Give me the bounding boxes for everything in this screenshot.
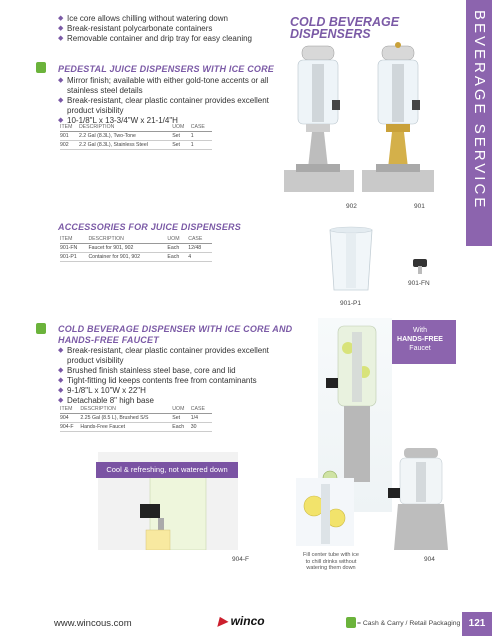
brand-logo-text: winco — [230, 614, 265, 628]
cell: Set — [172, 132, 191, 141]
heading-line: HANDS-FREE FAUCET — [58, 335, 159, 345]
badge-line: With — [413, 327, 427, 334]
table-row — [60, 423, 212, 432]
caption-902: 902 — [346, 203, 357, 210]
category-title-line: COLD BEVERAGE — [290, 15, 400, 29]
cell: 2.2 Gal (8.3L), Two-Tone — [79, 132, 172, 141]
section-sidebar — [466, 0, 492, 246]
cart-icon — [36, 62, 48, 75]
col-item: ITEM — [60, 406, 80, 414]
pedestal-bullet: ◆ Break-resistant, clear plastic container provides excellent product visibility — [58, 96, 284, 116]
cell: 1/4 — [191, 414, 212, 423]
cell: Set — [172, 141, 191, 150]
hands-free-table — [60, 406, 212, 432]
pedestal-bullet: ◆ 10-1/8"L x 13-3/4"W x 21-1/4"H — [58, 116, 284, 126]
col-case: CASE — [191, 124, 212, 132]
cell: 12/48 — [188, 244, 212, 253]
cell: 901 — [60, 132, 79, 141]
table-row — [60, 132, 212, 141]
category-title — [290, 16, 399, 40]
cell: 4 — [188, 253, 212, 262]
caption-904: 904 — [424, 556, 435, 563]
cell: Each — [167, 253, 188, 262]
brand-logo — [218, 614, 265, 628]
pedestal-table — [60, 124, 212, 150]
hands-free-bullet: ◆ Detachable 8" high base — [58, 396, 284, 406]
tip-line: Fill center tube with ice — [303, 552, 359, 558]
cell: 2.2 Gal (8.3L), Stainless Steel — [79, 141, 172, 150]
footer-url[interactable]: www.wincous.com — [54, 618, 132, 629]
col-case: CASE — [188, 236, 212, 244]
table-row — [60, 253, 212, 262]
intro-bullet: ◆ Removable container and drip tray for easy cleaning — [58, 34, 288, 44]
accessories-heading: ACCESSORIES FOR JUICE DISPENSERS — [58, 222, 241, 232]
category-title-line: DISPENSERS — [290, 27, 371, 41]
tip-line: watering them down — [306, 565, 356, 571]
cell: Each — [167, 244, 188, 253]
caption-904-f: 904-F — [232, 556, 249, 563]
lemon-photo-image — [296, 478, 354, 546]
pedestal-heading: PEDESTAL JUICE DISPENSERS WITH ICE CORE — [58, 64, 274, 74]
table-row — [60, 141, 212, 150]
page-number: 121 — [462, 612, 492, 636]
cell: 1 — [191, 132, 212, 141]
cell: Each — [172, 423, 191, 432]
cell: 904-F — [60, 423, 80, 432]
dispenser-904-image — [384, 446, 458, 556]
tip-line: to chill drinks without — [305, 558, 357, 565]
col-uom: UOM — [172, 406, 191, 414]
pedestal-bullets — [58, 76, 284, 126]
hands-free-badge — [384, 320, 456, 364]
caption-901-p1: 901-P1 — [340, 300, 361, 307]
cell: Container for 901, 902 — [88, 253, 167, 262]
ice-tip-caption — [294, 552, 368, 572]
heading-line: COLD BEVERAGE DISPENSER WITH ICE CORE AND — [58, 324, 293, 334]
cell: Hands-Free Faucet — [80, 423, 172, 432]
col-uom: UOM — [172, 124, 191, 132]
col-description: DESCRIPTION — [79, 124, 172, 132]
intro-bullet: ◆ Break-resistant polycarbonate containers — [58, 24, 288, 34]
table-header — [60, 406, 212, 414]
table-header — [60, 236, 212, 244]
faucet-image — [410, 256, 432, 276]
cell: 904 — [60, 414, 80, 423]
lemon-photo — [296, 478, 354, 546]
pedestal-dispensers-image — [282, 40, 452, 200]
hands-free-bullet: ◆ Break-resistant, clear plastic container provides excellent product visibility — [58, 346, 284, 366]
container-image — [326, 226, 376, 294]
col-uom: UOM — [167, 236, 188, 244]
table-row — [60, 414, 212, 423]
col-description: DESCRIPTION — [88, 236, 167, 244]
intro-bullet: ◆ Ice core allows chilling without watering down — [58, 14, 288, 24]
col-description: DESCRIPTION — [80, 406, 172, 414]
cell: 901-FN — [60, 244, 88, 253]
caption-901: 901 — [414, 203, 425, 210]
hands-free-bullets — [58, 346, 284, 406]
cell: 30 — [191, 423, 212, 432]
cart-icon — [346, 617, 356, 628]
hands-free-heading — [58, 324, 292, 346]
cell: Faucet for 901, 902 — [88, 244, 167, 253]
refresh-banner: Cool & refreshing, not watered down — [96, 462, 238, 478]
cart-icon — [36, 323, 48, 336]
brand-logo-mark: ▶ — [218, 614, 228, 628]
badge-line: Faucet — [409, 345, 431, 352]
cell: 902 — [60, 141, 79, 150]
col-case: CASE — [191, 406, 212, 414]
pedestal-bullet: ◆ Mirror finish; available with either gold-tone accents or all stainless steel details — [58, 76, 284, 96]
sidebar-label: BEVERAGE SERVICE — [471, 10, 488, 211]
col-item: ITEM — [60, 236, 88, 244]
intro-bullets — [58, 14, 288, 44]
footer-legend: = Cash & Carry / Retail Packaging — [357, 620, 461, 627]
cell: 1 — [191, 141, 212, 150]
badge-line: HANDS-FREE — [397, 336, 443, 343]
accessories-table — [60, 236, 212, 262]
hands-free-bullet: ◆ 9-1/8"L x 10"W x 22"H — [58, 386, 284, 396]
cell: 2.25 Gal (8.5 L), Brushed S/S — [80, 414, 172, 423]
hands-free-bullet: ◆ Brushed finish stainless steel base, core and lid — [58, 366, 284, 376]
caption-901-fn: 901-FN — [408, 280, 430, 287]
cell: Set — [172, 414, 191, 423]
table-header — [60, 124, 212, 132]
table-row — [60, 244, 212, 253]
col-item: ITEM — [60, 124, 79, 132]
hands-free-bullet: ◆ Tight-fitting lid keeps contents free from contaminants — [58, 376, 284, 386]
cell: 901-P1 — [60, 253, 88, 262]
